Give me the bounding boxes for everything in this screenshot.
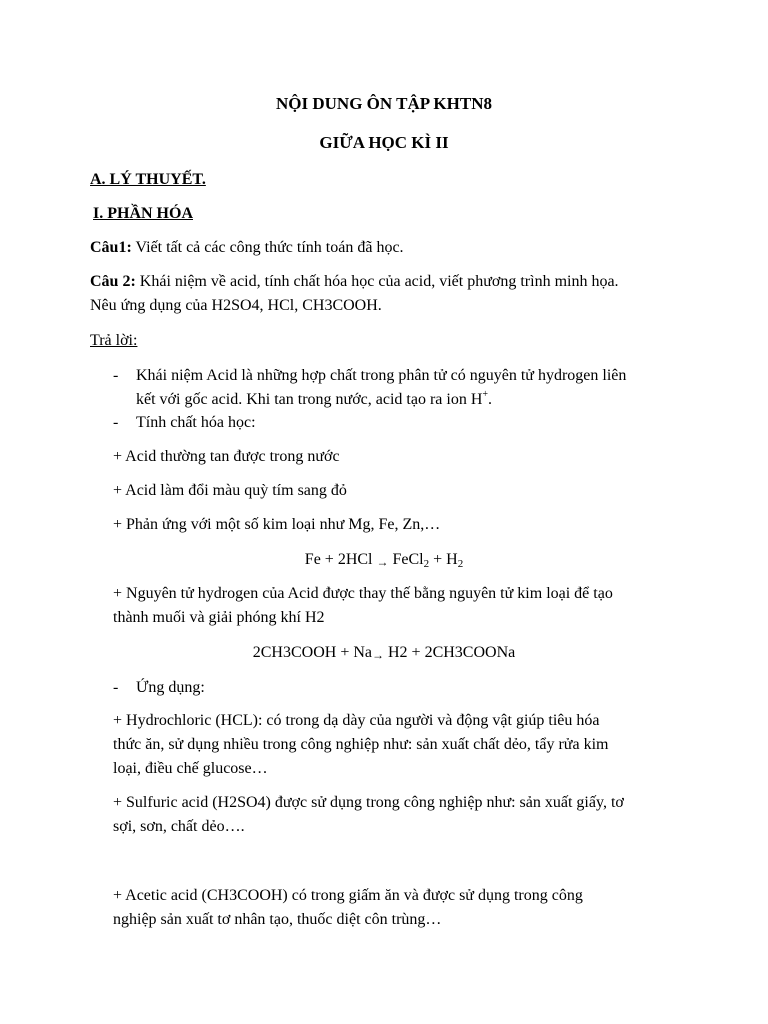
property-2: + Acid làm đổi màu quỳ tím sang đỏ bbox=[113, 482, 347, 499]
application-3-line-2: nghiệp sản xuất tơ nhân tạo, thuốc diệt côn trùng… bbox=[113, 911, 442, 928]
application-2-line-2: sợi, sơn, chất dẻo…. bbox=[113, 818, 245, 835]
bullet-dash: - bbox=[113, 679, 119, 696]
ion-superscript: + bbox=[482, 389, 489, 400]
concept-line-1: Khái niệm Acid là những hợp chất trong phân tử có nguyên tử hydrogen liên bbox=[136, 367, 627, 384]
document-subtitle: GIỮA HỌC KÌ II bbox=[319, 133, 449, 152]
property-3: + Phản ứng với một số kim loại như Mg, Fe, Zn,… bbox=[113, 516, 441, 533]
bullet-dash: - bbox=[113, 414, 119, 431]
question-2-text: Khái niệm về acid, tính chất hóa học của acid, viết phương trình minh họa. bbox=[135, 273, 619, 290]
subscript: 2 bbox=[457, 558, 464, 570]
section-a-heading: A. LÝ THUYẾT. bbox=[90, 171, 206, 188]
property-4-line-2: thành muối và giải phóng khí H2 bbox=[113, 609, 325, 626]
equation-1-product: FeCl bbox=[388, 551, 424, 568]
bullet-dash: - bbox=[113, 367, 119, 384]
equation-1-product-2: + H bbox=[429, 551, 458, 568]
reaction-arrow-icon: → bbox=[376, 555, 389, 569]
concept-line-2 bbox=[136, 388, 492, 412]
question-2-line-2: Nêu ứng dụng của H2SO4, HCl, CH3COOH. bbox=[90, 297, 382, 314]
equation-2-left: 2CH3COOH + Na bbox=[252, 644, 372, 661]
document-title: NỘI DUNG ÔN TẬP KHTN8 bbox=[276, 94, 492, 113]
question-1-text: Viết tất cả các công thức tính toán đã học. bbox=[131, 239, 404, 256]
applications-label: Ứng dụng: bbox=[136, 679, 205, 696]
properties-label: Tính chất hóa học: bbox=[136, 414, 256, 431]
property-1: + Acid thường tan được trong nước bbox=[113, 448, 340, 465]
application-3-line-1: + Acetic acid (CH3COOH) có trong giấm ăn và được sử dụng trong công bbox=[113, 887, 583, 904]
property-4-line-1: + Nguyên tử hydrogen của Acid được thay thế bằng nguyên tử kim loại để tạo bbox=[113, 585, 613, 602]
question-2-line-1 bbox=[90, 270, 619, 294]
equation-2 bbox=[0, 641, 768, 665]
question-2-label: Câu 2: bbox=[90, 273, 136, 290]
section-1-heading: I. PHẦN HÓA bbox=[93, 205, 193, 222]
concept-line-2-text: kết với gốc acid. Khi tan trong nước, acid tạo ra ion H bbox=[136, 391, 483, 408]
equation-1-left: Fe + 2HCl bbox=[304, 551, 377, 568]
reaction-arrow-icon: → bbox=[372, 648, 384, 662]
answer-label: Trả lời: bbox=[90, 332, 138, 349]
equation-2-right: H2 + 2CH3COONa bbox=[384, 644, 516, 661]
concept-line-2-end: . bbox=[488, 391, 493, 408]
subscript: 2 bbox=[423, 558, 430, 570]
application-1-line-1: + Hydrochloric (HCL): có trong dạ dày của người và động vật giúp tiêu hóa bbox=[113, 712, 600, 729]
equation-1 bbox=[0, 548, 768, 572]
application-2-line-1: + Sulfuric acid (H2SO4) được sử dụng trong công nghiệp như: sản xuất giấy, tơ bbox=[113, 794, 624, 811]
application-1-line-3: loại, điều chế glucose… bbox=[113, 760, 268, 777]
question-1-label: Câu1: bbox=[90, 239, 132, 256]
question-1 bbox=[90, 236, 404, 260]
application-1-line-2: thức ăn, sử dụng nhiều trong công nghiệp như: sản xuất chất dẻo, tẩy rửa kim bbox=[113, 736, 609, 753]
